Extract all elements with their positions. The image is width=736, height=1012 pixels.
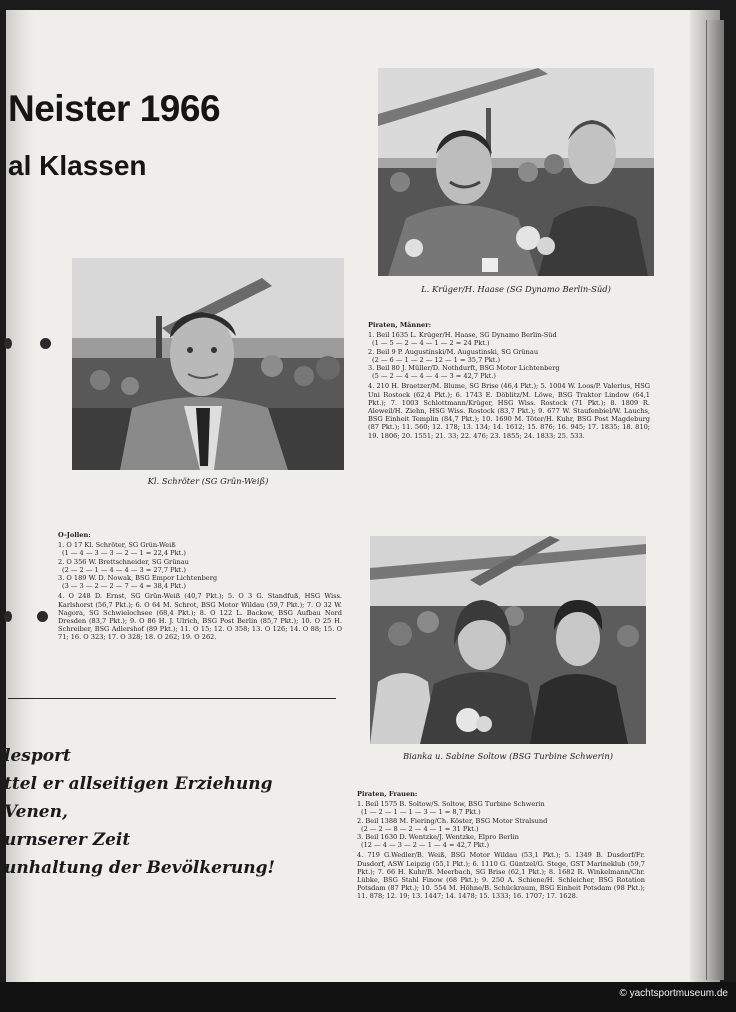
photo-caption: L. Krüger/H. Haase (SG Dynamo Berlin-Süd) <box>421 284 611 294</box>
result-line: 1. Beil 1575 B. Soltow/S. Soltow, BSG Turbine Schwerin <box>357 800 545 809</box>
slogan-line: ttel er allseitigen Erziehung <box>4 774 273 794</box>
book-spine-edge <box>706 20 724 980</box>
page-subtitle: al Klassen <box>8 150 147 181</box>
section-divider <box>8 698 336 699</box>
result-line: 2. Beil 9 P. Augustinski/M. Augustinski, SG Grünau <box>368 347 539 356</box>
result-line: 3. Beil 80 J. Müller/D. Nothdurft, BSG Motor Lichtenberg <box>368 364 560 373</box>
slogan-line: unhaltung der Bevölkerung! <box>4 858 275 878</box>
photo-schroeter <box>72 258 344 470</box>
result-line: 2. O 356 W. Brettschneider, SG Grünau <box>58 557 189 566</box>
section-heading: O-Jollen: <box>58 531 91 539</box>
result-points: (12 — 4 — 3 — 2 — 1 — 4 = 42,7 Pkt.) <box>361 841 490 850</box>
result-entry <box>357 833 645 849</box>
section-heading: Piraten, Frauen: <box>357 790 418 798</box>
photo-caption: Kl. Schröter (SG Grün-Weiß) <box>147 476 269 486</box>
page-title: Neister 1966 <box>8 88 221 129</box>
results-piraten-frauen <box>357 790 645 901</box>
result-points: (2 — 2 — 8 — 2 — 4 — 1 = 31 Pkt.) <box>361 824 479 833</box>
result-line: 1. Beil 1635 L. Krüger/H. Haase, SG Dynamo Berlin-Süd <box>368 331 557 340</box>
result-entry <box>357 817 645 833</box>
result-remaining: 4. 210 H. Braetzer/M. Blume, SG Brise (46,4 Pkt.); 5. 1004 W. Loos/P. Valerius, HSG Uni Rostock (62,4 Pkt.); 6. 1743 E. Döblitz/M. Löwe, BSG Traktor Lindow (64,1 Pkt.); 7. 1003 Schlottmann/Krüger, HSG Wiss. Rostock (71 Pkt.); 8. 1809 R. Aleweil/H. Ziehn, HSG Wiss. Rostock (83,7 Pkt.); 9. 677 W. Staufenbiel/W. Lauchs, BSG Einheit Templin (84,7 Pkt.); 10. 1690 M. Töter/H. Kuhr, BSG Post Magdeburg (87 Pkt.); 11. 560; 12. 178; 13. 134; 14. 1612; 15. 876; 16. 945; 17. 1835; 18. 810; 19. 1806; 20. 1551; 21. 33; 22. 476; 23. 1855; 24. 1833; 25. 533. <box>368 382 650 440</box>
photo-krueger-haase <box>378 68 654 276</box>
result-points: (1 — 5 — 2 — 4 — 1 — 2 = 24 Pkt.) <box>372 339 490 348</box>
slogan-line: Venen, <box>4 802 68 822</box>
result-entry <box>368 331 650 347</box>
result-entry <box>368 364 650 380</box>
punch-hole <box>4 611 12 622</box>
result-points: (2 — 6 — 1 — 2 — 12 — 1 = 35,7 Pkt.) <box>372 355 501 364</box>
result-points: (1 — 4 — 3 — 3 — 2 — 1 = 22,4 Pkt.) <box>62 549 186 558</box>
results-o-jollen <box>58 531 342 642</box>
result-points: (2 — 2 — 1 — 4 — 4 — 3 = 27,7 Pkt.) <box>62 565 186 574</box>
watermark-text: © yachtsportmuseum.de <box>619 988 728 999</box>
slogan-line: lesport <box>4 746 71 766</box>
photo-soltow <box>370 536 646 744</box>
result-entry <box>58 558 342 574</box>
result-points: (5 — 2 — 4 — 4 — 4 — 3 = 42,7 Pkt.) <box>372 372 496 381</box>
result-points: (1 — 2 — 1 — 1 — 3 — 1 = 8,7 Pkt.) <box>361 808 481 817</box>
results-piraten-maenner <box>368 321 650 440</box>
slogan-block <box>4 742 275 882</box>
result-points: (3 — 3 — 2 — 2 — 7 — 4 = 38,4 Pkt.) <box>62 582 186 591</box>
photo-caption: Bianka u. Sabine Soltow (BSG Turbine Schwerin) <box>403 751 613 761</box>
punch-hole <box>37 611 48 622</box>
result-line: 1. O 17 Kl. Schröter, SG Grün-Weiß <box>58 541 176 550</box>
result-line: 2. Beil 1388 M. Fiering/Ch. Köster, BSG Motor Stralsund <box>357 816 548 825</box>
result-line: 3. Beil 1630 D. Wentzke/J. Wentzke, Elpro Berlin <box>357 833 519 842</box>
result-remaining: 4. 719 G.Wedler/B. Weiß, BSG Motor Wildau (53,1 Pkt.); 5. 1349 B. Dusdorf/Fr. Dusdorf, ASW Leipzig (55,1 Pkt.); 6. 1110 G. Güntzel/G. Stege, GST Marineklub (59,7 Pkt.); 7. 66 H. Kuhr/B. Meerbach, SG Brise (62,1 Pkt.); 8. 1682 R. Winkelmann/Chr. Lübke, BSG Stahl Finow (68 Pkt.); 9. 250 A. Schiene/H. Schleicher, BSG Rotation Potsdam (87 Pkt.); 10. 554 M. Höhne/B. Schückraum, BSG Einheit Potsdam (98 Pkt.); 11. 878; 12. 19; 13. 1447; 14. 1478; 15. 1333; 16. 1707; 17. 1628. <box>357 851 645 901</box>
result-line: 3. O 189 W. D. Nowak, BSG Empor Lichtenberg <box>58 574 218 583</box>
result-entry <box>58 574 342 590</box>
punch-hole <box>4 338 12 349</box>
result-entry <box>357 800 645 816</box>
result-entry <box>58 541 342 557</box>
section-heading: Piraten, Männer: <box>368 321 432 329</box>
punch-hole <box>40 338 51 349</box>
slogan-line: urnserer Zeit <box>4 830 131 850</box>
result-remaining: 4. O 248 D. Ernst, SG Grün-Weiß (40,7 Pkt.); 5. O 3 G. Standfuß, HSG Wiss. Karlshorst (56,7 Pkt.); 6. O 64 M. Schrot, BSG Motor Wildau (59,7 Pkt.); 7. O 32 W. Nagora, SG Schwielochsee (68,4 Pkt.); 8. O 122 L. Backow, BSG Aufbau Nord Dresden (83,7 Pkt.); 9. O 86 H. J. Ulrich, BSG Post Berlin (85,7 Pkt.); 10. O 25 H. Schreiber, BSG Adlershof (89 Pkt.); 11. O 15; 12. O 358; 13. O 126; 14. O 88; 15. O 71; 16. O 323; 17. O 328; 18. O 262; 19. O 262. <box>58 592 342 642</box>
result-entry <box>368 348 650 364</box>
